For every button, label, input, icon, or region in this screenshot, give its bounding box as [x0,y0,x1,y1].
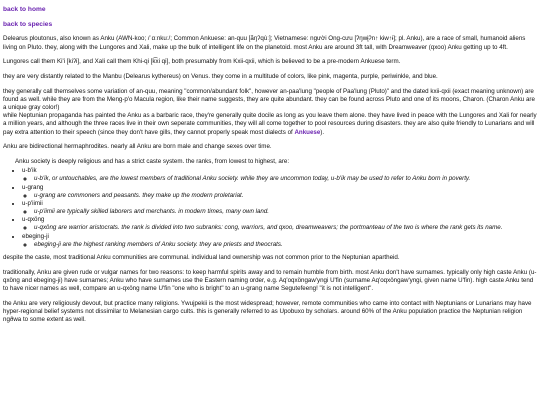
caste-item [22,167,537,183]
back-to-species-link[interactable]: back to species [3,20,53,28]
propaganda-text: while Neptunian propaganda has painted the Anku as a barbaric race, they're generally quite docile as long as you leave them alone. they have lived in peace with the Lungores and Xali for nearly a million years, and although the three races live in their own seperate communities, they will all come together to pool resources during disasters. they are also quite friendly to Lunarians and will pay extra attention to their speech (since they don't have gills, they cannot properly speak most dialects of [3,112,537,136]
back-to-home-link[interactable]: back to home [3,6,46,13]
names-paragraph: Lungores call them Ki'i [kiʔi], and Xali call them Khi-qi [k͡xi qi], both presumably from Kxii-qxii, which is believed to be a pre-modern Ankuese term. [3,58,401,66]
caste-item [22,216,537,232]
naming-paragraph: traditionally, Anku are given rude or vulgar names for two reasons: to keep harmful spirits away and to remain humble from birth. most Anku don't have surnames. typically only high caste Anku (u-qxöng and ebeging-ji) have surnames; Anku who have surnames use the Eastern naming order, e.g. Aq'oqxöngaw'yngi U'fin (surname Aq'oqxöngaw'yngi, given name U'fin). high caste Anku tend to have nicer names as well, compare an u-qxöng name U'fin "one who is bright" to an u-grang name Segutefeeng! "it is not intelligent". [3,268,537,293]
sex-paragraph: Anku are bidirectional hermaphrodites. nearly all Anku are born male and change sexes over time. [3,143,272,151]
religion-paragraph: the Anku are very religiously devout, but practice many religions. Ywujpekii is the most widespread; however, remote communities who came into contact with Neptunians or Lunarians may have hyper-regional belief systems not dissimilar to Melanesian cargo cults. this is generally referred to as Upobuxo by scholars. around 60% of the Anku population practice the Neptunian religion ngðwa to some extent as well. [3,299,532,324]
caste-description: ◦ u-qxöng are warrior aristocrats. the rank is divided into two subranks: cong, warriors, and qxoo, dreamweavers; the portmanteau of the two is where the rank gets its name. [34,224,537,232]
caste-item [22,200,537,216]
self-name-text: they generally call themselves some variation of an-quu, meaning "common/abundant folk", however an-paa'lung "people of Paa'lung (Pluto)" and the dated kxii-qxii (exact meaning unknown) are found as well. while they are from the Meng-p'o Macula region, like their name suggests, they are quite abundant. they can be found across Pluto and one of its moons, Charon. (Charon Anku are a unique gray color!) [3,87,535,112]
caste-description: ◦ u-p'iimii are typically skilled laborers and merchants. in modern times, many own land. [34,208,537,216]
caste-name: ebeging-ji [22,232,49,240]
caste-intro: Anku society is deeply religious and has a strict caste system. the ranks, from lowest to highest, are: [15,157,290,165]
intro-paragraph: Delearus ploutonus, also known as Anku (AWN-koo; /ˈɑːnkuː/; Common Ankuese: an-quu [ãŋʔqùː]; Vietnamese: người Ong-cưu [ʔŋwɨ̯ʔn↑ kɨw↑ɨ]; pl. Anku), are a race of small, humanoid aliens living on Pluto. they, along with the Lungores and Xali, make up the bulk of intelligent life on the planetoid. most Anku are around 3ft tall, with Dreamweaver (qxoo) Anku getting up to 4ft. [3,35,526,51]
caste-name: u-p'iimii [22,199,43,207]
relation-paragraph: they are very distantly related to the Manbu (Delearus kythereus) on Venus. they come in a multitude of colors, like pink, magenta, purple, periwinkle, and blue. [3,72,438,80]
caste-name: u-b'ik [22,167,37,175]
self-name-paragraph [3,88,537,137]
caste-item [22,233,537,249]
caste-list [3,167,537,249]
caste-description: ◦ u-b'ik, or untouchables, are the lowest members of traditional Anku society. while they are uncommon today, u-b'ik may be used to refer to Anku born in poverty. [34,175,537,183]
caste-item [22,184,537,200]
ankuese-link[interactable]: Ankuese [294,128,321,136]
communal-paragraph: despite the caste, most traditional Anku communities are communal. individual land ownership was not common prior to the Neptunian apartheid. [3,254,400,262]
caste-name: u-qxöng [22,216,45,224]
caste-description: ◦ u-grang are commoners and peasants. they make up the modern proletariat. [34,192,537,200]
caste-description: ◦ ebeging-ji are the highest ranking members of Anku society. they are priests and theocrats. [34,241,537,249]
caste-name: u-grang [22,183,44,191]
propaganda-end: ). [320,128,325,136]
